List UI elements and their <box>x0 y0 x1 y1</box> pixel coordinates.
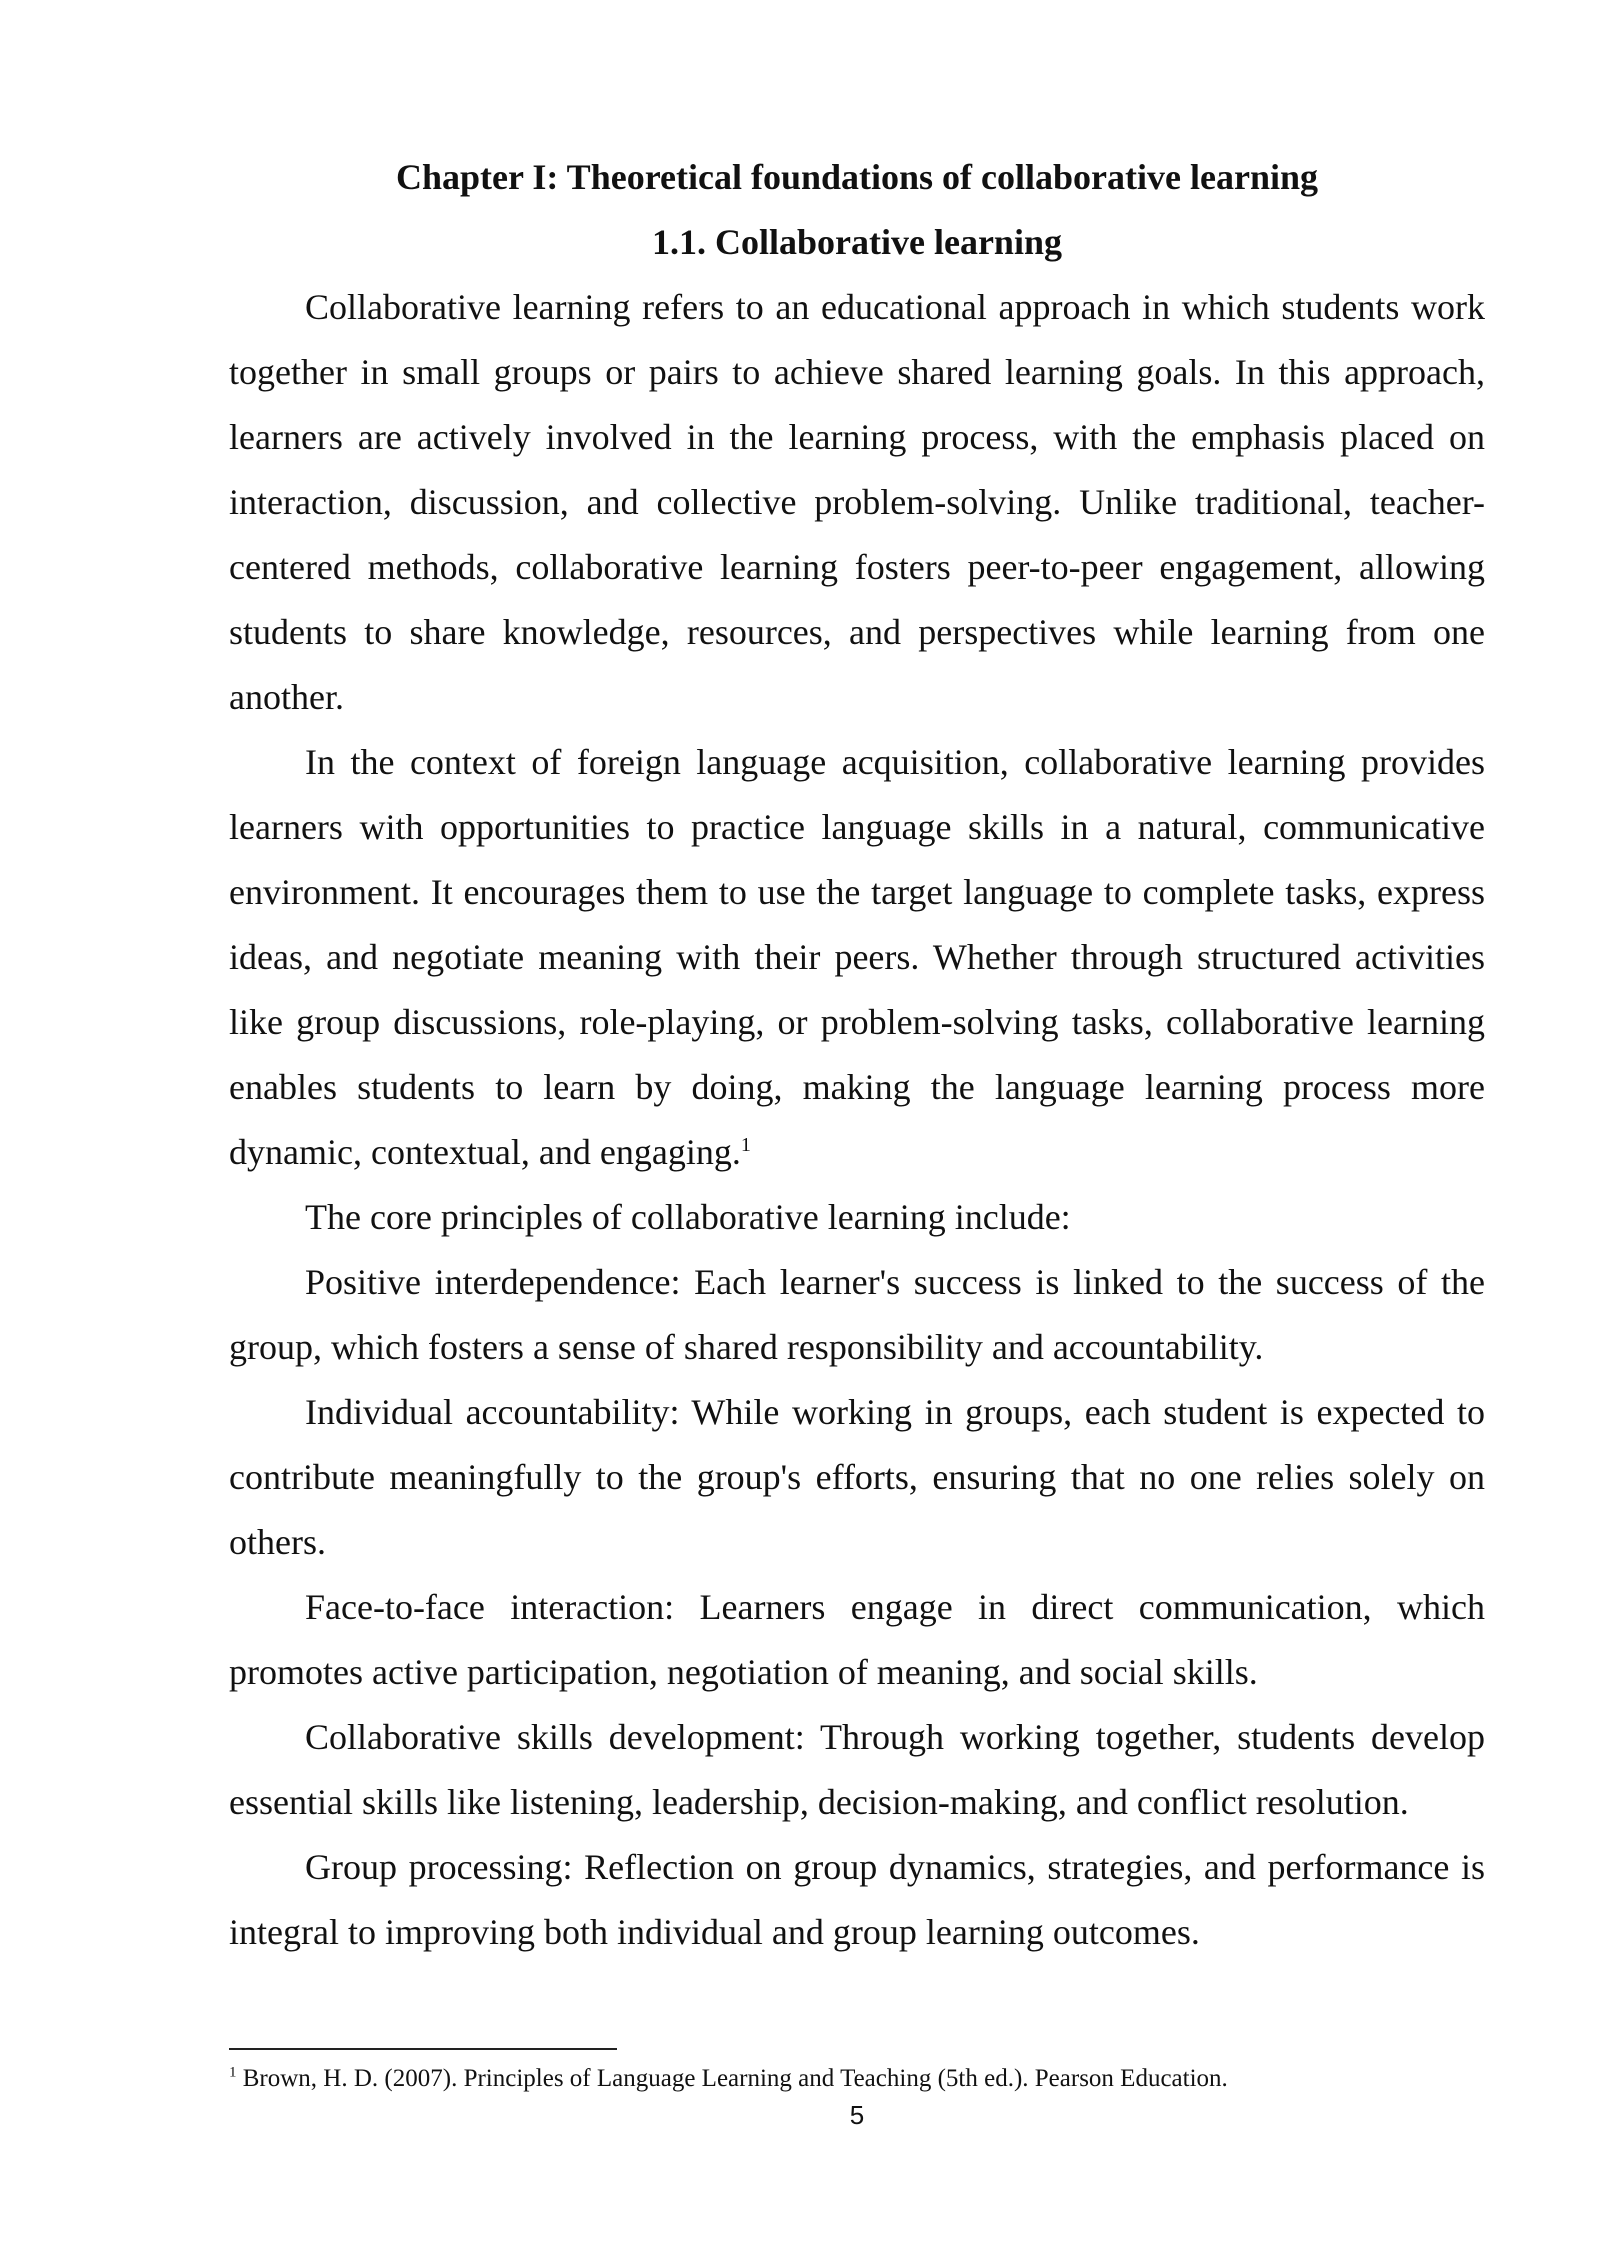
footnote-reference[interactable]: 1 <box>740 1134 751 1156</box>
section-title: 1.1. Collaborative learning <box>652 222 1062 262</box>
footnote <box>229 2064 1485 2094</box>
footnote-text: Brown, H. D. (2007). Principles of Language Learning and Teaching (5th ed.). Pearson Education. <box>242 2065 1228 2092</box>
paragraph-collaborative-skills: Collaborative skills development: Through working together, students develop essential skills like listening, leadership, decision-making, and conflict resolution. <box>229 1717 1485 1822</box>
paragraph-language-acquisition-text: In the context of foreign language acquisition, collaborative learning provides learners with opportunities to practice language skills in a natural, communicative environment. It encourages them to use the target language to complete tasks, express ideas, and negotiate meaning with their peers. Whether through structured activities like group discussions, role-playing, or problem-solving tasks, collaborative learning enables students to learn by doing, making the language learning process more dynamic, contextual, and engaging. <box>229 742 1485 1172</box>
footnote-separator <box>229 2048 617 2050</box>
footnote-marker: 1 <box>229 2064 237 2081</box>
chapter-title: Chapter I: Theoretical foundations of collaborative learning <box>396 157 1318 197</box>
paragraph-face-to-face-interaction: Face-to-face interaction: Learners engage in direct communication, which promotes active participation, negotiation of meaning, and social skills. <box>229 1587 1485 1692</box>
paragraph-definition: Collaborative learning refers to an educational approach in which students work together in small groups or pairs to achieve shared learning goals. In this approach, learners are actively involved in the learning process, with the emphasis placed on interaction, discussion, and collective problem-solving. Unlike traditional, teacher-centered methods, collaborative learning fosters peer-to-peer engagement, allowing students to share knowledge, resources, and perspectives while learning from one another. <box>229 287 1485 717</box>
paragraph-core-principles-intro: The core principles of collaborative learning include: <box>305 1197 1071 1237</box>
paragraph-language-acquisition <box>229 730 1485 1185</box>
paragraph-positive-interdependence: Positive interdependence: Each learner's success is linked to the success of the group, which fosters a sense of shared responsibility and accountability. <box>229 1262 1485 1367</box>
page-number: 5 <box>849 2100 865 2130</box>
paragraph-group-processing: Group processing: Reflection on group dynamics, strategies, and performance is integral to improving both individual and group learning outcomes. <box>229 1847 1485 1952</box>
page-body <box>229 145 1485 1965</box>
paragraph-individual-accountability: Individual accountability: While working in groups, each student is expected to contribute meaningfully to the group's efforts, ensuring that no one relies solely on others. <box>229 1392 1485 1562</box>
